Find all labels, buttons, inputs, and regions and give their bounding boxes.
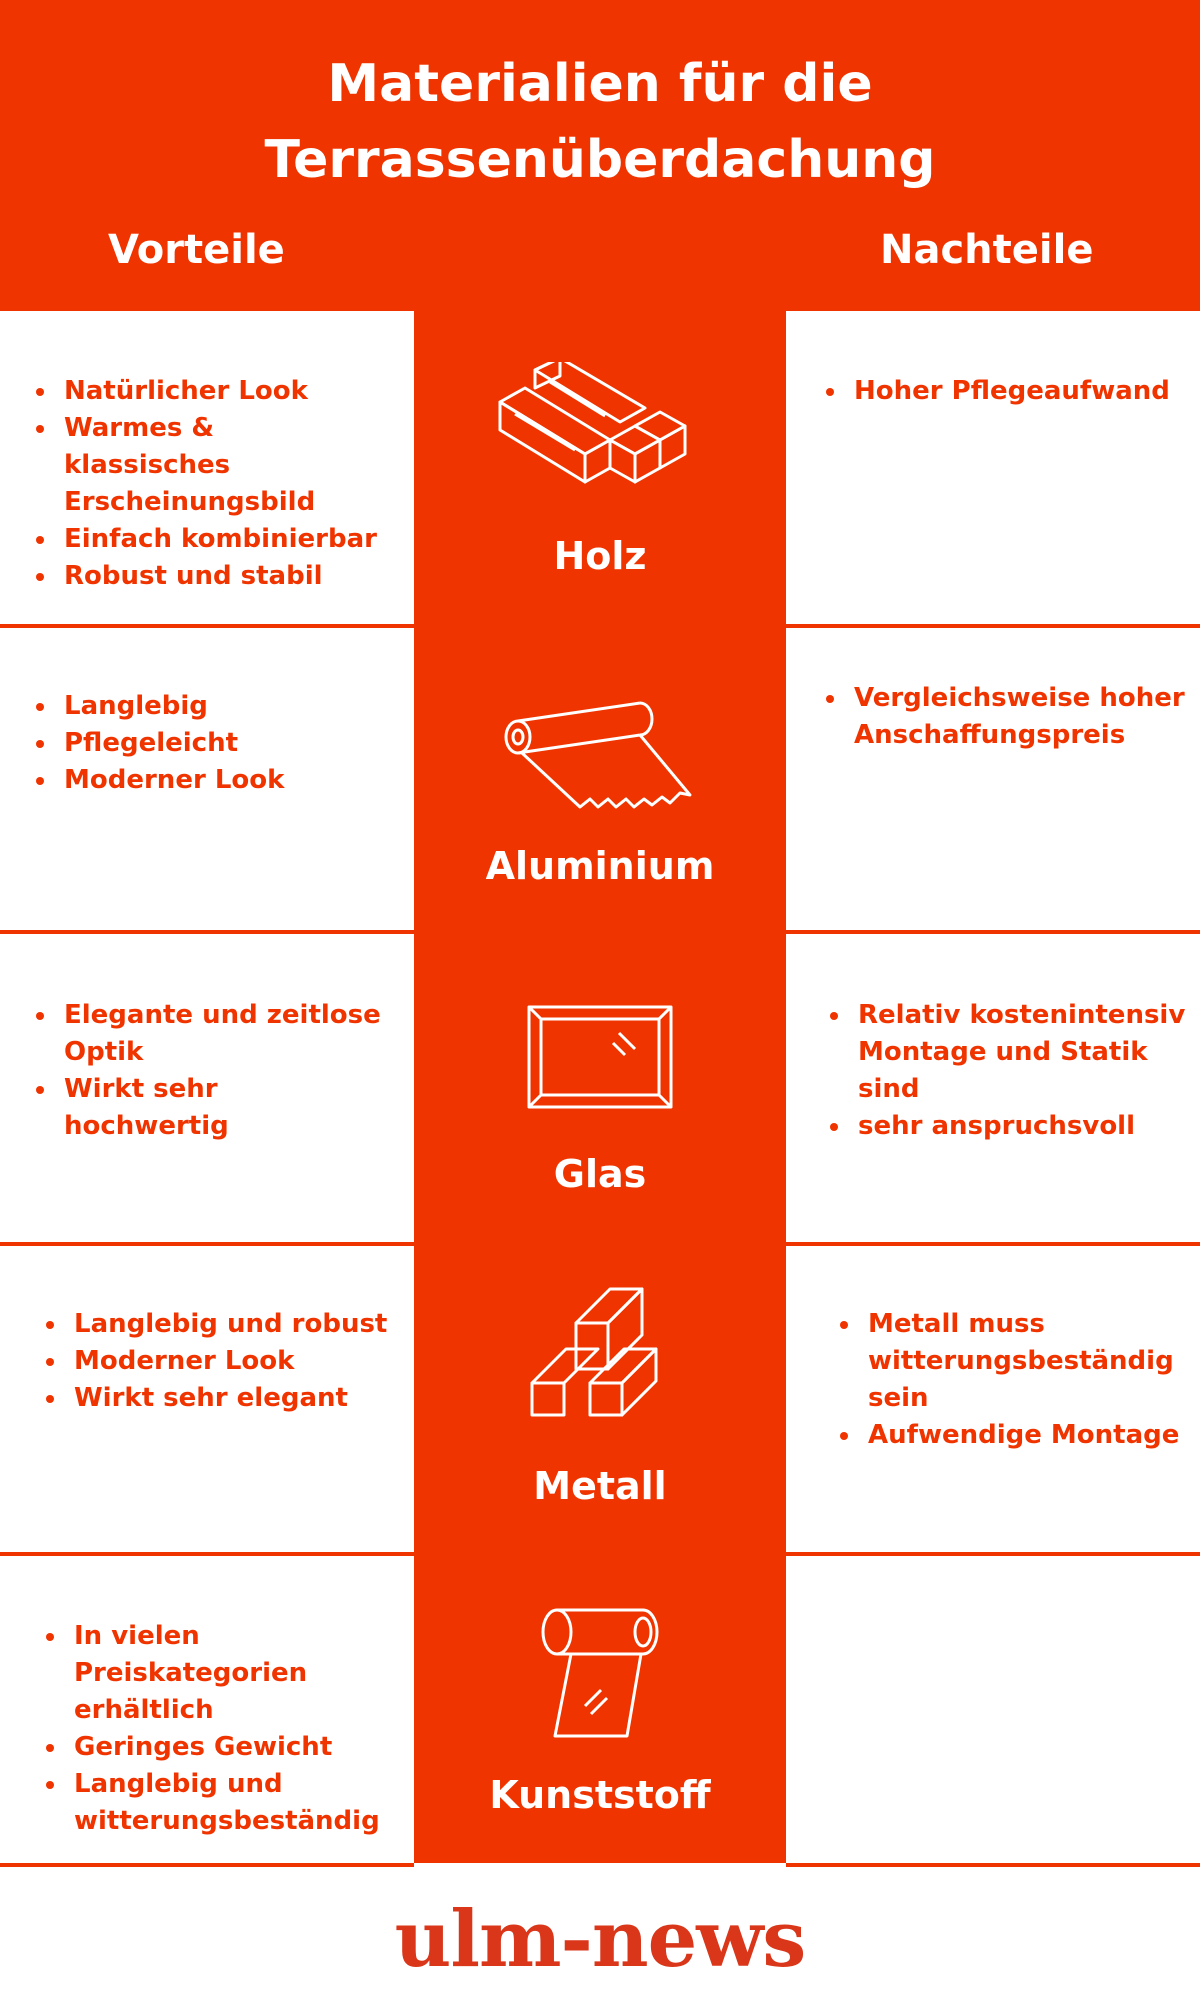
cons-list-glas xyxy=(830,997,1190,1145)
material-label-holz: Holz xyxy=(553,534,647,578)
list-item: Natürlicher Look xyxy=(36,373,386,410)
material-label-metall: Metall xyxy=(533,1464,667,1508)
list-item: Warmes & klassisches Erscheinungsbild xyxy=(36,410,386,521)
header-banner xyxy=(0,0,1200,311)
wood-logs-icon xyxy=(495,362,705,496)
list-item: Geringes Gewicht xyxy=(46,1729,346,1766)
cons-cell-aluminium xyxy=(786,628,1200,930)
cons-cell-holz xyxy=(786,311,1200,624)
list-item: Wirkt sehr hochwertig xyxy=(36,1071,386,1145)
list-item: Metall muss witterungsbeständig sein xyxy=(840,1306,1180,1417)
foil-roll-icon xyxy=(500,695,700,819)
pros-list-aluminium xyxy=(36,688,386,799)
cons-list-metall xyxy=(840,1306,1180,1454)
material-label-kunststoff: Kunststoff xyxy=(489,1773,711,1817)
list-item: Hoher Pflegeaufwand xyxy=(826,373,1176,410)
page-title: Materialien für die Terrassenüberdachung xyxy=(264,54,936,190)
list-item: Langlebig und robust xyxy=(46,1306,396,1343)
glass-pane-icon xyxy=(527,1005,673,1113)
pros-cell-metall xyxy=(0,1246,414,1552)
cons-cell-metall xyxy=(786,1246,1200,1552)
material-label-aluminium: Aluminium xyxy=(485,844,715,888)
list-item: Langlebig xyxy=(36,688,386,725)
list-item: Langlebig und witterungsbeständig xyxy=(46,1766,346,1840)
pros-list-kunststoff xyxy=(46,1618,380,1840)
cons-cell-glas xyxy=(786,934,1200,1242)
pros-list-glas xyxy=(36,997,386,1145)
row-divider xyxy=(0,1863,414,1867)
pros-cell-aluminium xyxy=(0,628,414,930)
list-item: sehr anspruchsvoll xyxy=(830,1108,1190,1145)
material-label-glas: Glas xyxy=(553,1152,647,1196)
list-item: Moderner Look xyxy=(36,762,386,799)
list-item: Einfach kombinierbar xyxy=(36,521,386,558)
list-item: Aufwendige Montage xyxy=(840,1417,1180,1454)
cons-cell-kunststoff xyxy=(786,1556,1200,1863)
pros-cell-glas xyxy=(0,934,414,1242)
pros-column-heading: Vorteile xyxy=(108,227,285,273)
metal-bars-icon xyxy=(530,1283,670,1423)
pros-cell-holz xyxy=(0,311,414,624)
plastic-roll-icon xyxy=(535,1608,665,1742)
pros-list-holz xyxy=(36,373,386,595)
list-item: Relativ kostenintensiv Montage und Statik sind xyxy=(830,997,1190,1108)
list-item: Pflegeleicht xyxy=(36,725,386,762)
list-item: Vergleichsweise hoher Anschaffungspreis xyxy=(826,680,1186,754)
list-item: Moderner Look xyxy=(46,1343,396,1380)
list-item: Elegante und zeitlose Optik xyxy=(36,997,386,1071)
pros-list-metall xyxy=(46,1306,396,1417)
list-item: Wirkt sehr elegant xyxy=(46,1380,396,1417)
cons-column-heading: Nachteile xyxy=(880,227,1094,273)
row-divider xyxy=(786,1863,1200,1867)
pros-cell-kunststoff xyxy=(0,1556,414,1863)
brand-logo[interactable]: ulm-news xyxy=(394,1894,806,1985)
list-item: In vielen Preiskategorien erhältlich xyxy=(46,1618,346,1729)
list-item: Robust und stabil xyxy=(36,558,386,595)
cons-list-aluminium xyxy=(826,680,1186,754)
cons-list-holz xyxy=(826,373,1176,410)
